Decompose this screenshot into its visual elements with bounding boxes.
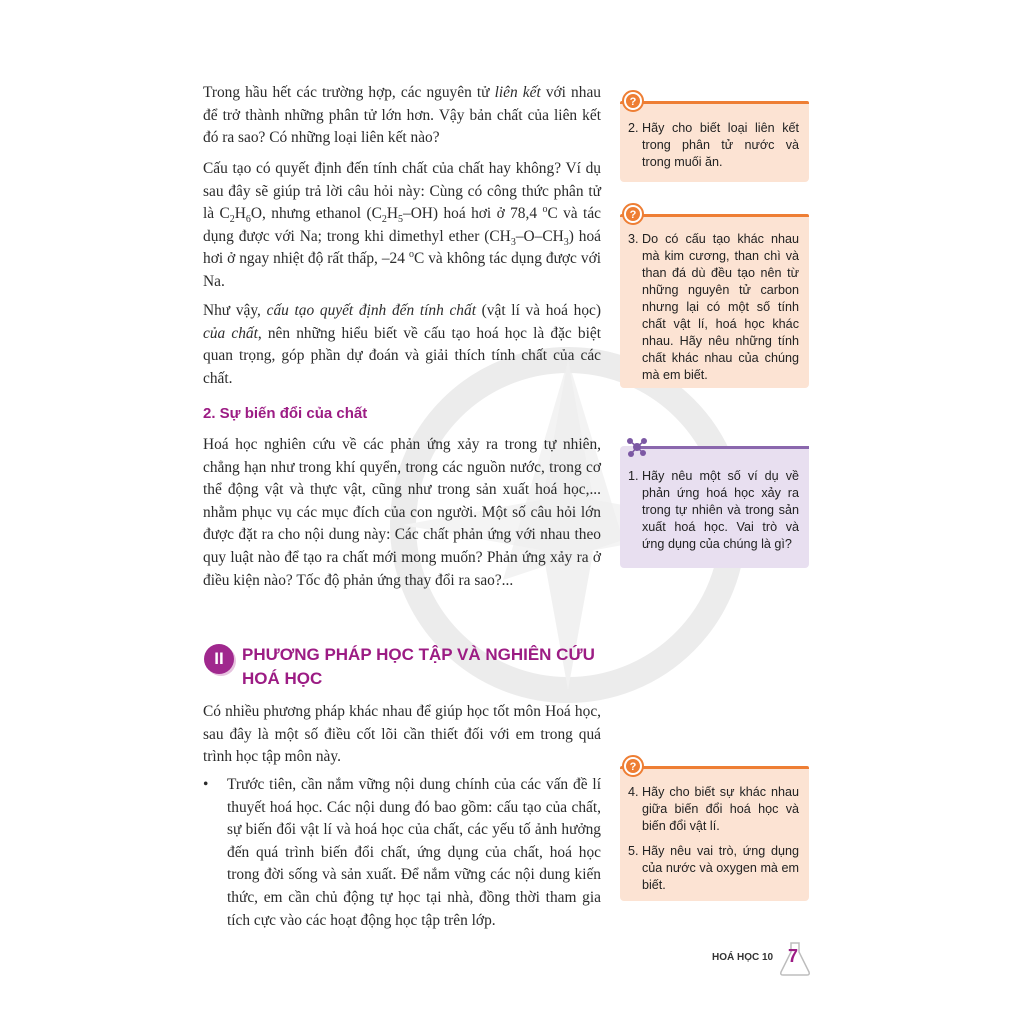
text-run: ) hoá hơi ở ngay nhiệt độ rất thấp, –24 [203, 227, 601, 268]
italic-text: liên kết [494, 84, 541, 101]
paragraph-structure-example [203, 158, 601, 294]
svg-text:?: ? [629, 96, 637, 108]
question-mark-icon [622, 755, 644, 777]
text-run: Hoá học nghiên cứu về các phản ứng xảy ra trong tự nhiên, chẳng hạn như trong khí quyển, trong các nguồn nước, trong cơ thể động vật và thực vật, cũng như trong sản xuất hoá học,... nhằm phục vụ các mục đích của con người. Một số câu hỏi lớn được đặt ra cho nội dung này: Các chất phản ứng với nhau theo quy luật nào để tạo ra chất mới mong muốn? Phản ứng xảy ra ở điều kiện nào? Tốc độ phản ứng thay đổi ra sao?... [203, 436, 601, 589]
paragraph-structure-conclusion [203, 300, 601, 390]
box-top-bar [634, 446, 809, 449]
activity-box-reactions [620, 446, 809, 568]
question-text: Do có cấu tạo khác nhau mà kim cương, than chì và than đá dù đều tạo nên từ những nguyên tử carbon nhưng lại có một số tính chất vật lí, hoá học khác nhau. Hãy nêu những tính chất khác nhau của chúng mà em biết. [642, 232, 799, 382]
question-text: Hãy nêu một số ví dụ về phản ứng hoá học xảy ra trong tự nhiên và trong sản xuất hoá học. Vai trò và ứng dụng của chúng là gì? [642, 469, 799, 551]
question-number: 5. [628, 844, 639, 858]
text-run: H [234, 205, 246, 223]
section-number-badge: II [204, 644, 234, 674]
text-run: Có nhiều phương pháp khác nhau để giúp học tốt môn Hoá học, sau đây là một số điều cốt lõi cần thiết đối với em trong quá trình học tập môn này. [203, 703, 601, 766]
section-heading-line-1: PHƯƠNG PHÁP HỌC TẬP VÀ NGHIÊN CỨU [242, 645, 595, 664]
paragraph-methods-intro [203, 701, 601, 769]
question-item [628, 784, 799, 835]
subscript: 3 [563, 236, 569, 248]
section-heading-line-2: HOÁ HỌC [242, 669, 323, 688]
text-run: Trong hầu hết các trường hợp, các nguyên tử [203, 84, 495, 101]
question-list [628, 231, 799, 384]
bullet-marker: • [203, 776, 209, 793]
text-run: O, nhưng ethanol (C [250, 205, 382, 223]
text-run: –O–CH [515, 227, 564, 245]
question-number: 3. [628, 232, 639, 246]
section-heading-text [242, 643, 595, 691]
question-item [628, 468, 799, 553]
text-run: H [386, 205, 398, 223]
bullet-item [203, 774, 601, 932]
question-text: Hãy nêu vai trò, ứng dụng của nước và oxygen mà em biết. [642, 844, 799, 892]
text-run: Cấu tạo có quyết định đến tính chất của chất hay không? Ví dụ sau đây sẽ giúp trả lời câu hỏi này: Cùng có công thức phân tử là C [203, 160, 601, 223]
text-run: C và không tác dụng được với Na. [203, 250, 601, 290]
text-run: (vật lí và hoá học) [475, 302, 601, 319]
text-run: , nên những hiểu biết về cấu tạo hoá học là đặc biệt quan trọng, góp phần dự đoán và giải thích tính chất của các chất. [203, 324, 601, 387]
page-footer [708, 940, 808, 976]
question-list [628, 784, 799, 894]
question-list [628, 468, 799, 553]
text-run: Như vậy, [203, 302, 267, 319]
paragraph-chemical-bonds [203, 82, 601, 150]
question-item [628, 120, 799, 171]
box-top-bar [620, 101, 809, 104]
question-box-carbon [620, 209, 809, 388]
question-number: 4. [628, 785, 639, 799]
question-item [628, 843, 799, 894]
question-item [628, 231, 799, 384]
subscript: 3 [510, 236, 516, 248]
text-run: C và tác dụng được với Na; trong khi dimethyl ether (CH [203, 205, 601, 245]
box-top-bar [620, 766, 809, 769]
box-top-bar [620, 214, 809, 217]
svg-text:?: ? [629, 761, 637, 773]
question-list [628, 120, 799, 171]
italic-text: cấu tạo quyết định đến tính chất [266, 302, 476, 319]
text-run: –OH) hoá hơi ở 78,4 [403, 205, 543, 223]
bullet-list [203, 774, 601, 932]
italic-text: của chất [203, 324, 258, 342]
text-run: với nhau để trở thành những phân tử lớn hơn. Vậy bản chất của liên kết đó ra sao? Có những loại liên kết nào? [203, 84, 601, 147]
svg-text:?: ? [629, 209, 637, 221]
question-number: 1. [628, 469, 639, 483]
superscript: o [408, 249, 414, 261]
bullet-text: Trước tiên, cần nắm vững nội dung chính của các vấn đề lí thuyết hoá học. Các nội dung đó bao gồm: cấu tạo của chất, sự biến đổi vật lí và hoá học của chất, các yếu tố ảnh hưởng đến quá trình biến đổi chất, ứng dụng của chất, hoá học trong đời sống và sản xuất. Để nắm vững các nội dung kiến thức, em cần chủ động tự học tại nhà, đồng thời tham gia tích cực vào các hoạt động học tập trên lớp. [227, 776, 601, 929]
section-heading-methods [204, 643, 595, 691]
subscript: 5 [398, 214, 403, 226]
section-heading-transformation: 2. Sự biến đổi của chất [203, 405, 368, 422]
question-text: Hãy cho biết sự khác nhau giữa biến đổi hoá học và biến đổi vật lí. [642, 785, 799, 833]
question-box-changes [620, 761, 809, 901]
question-number: 2. [628, 121, 639, 135]
subscript: 6 [245, 214, 251, 226]
superscript: o [542, 204, 548, 216]
question-mark-icon [622, 203, 644, 225]
footer-book-title: HOÁ HỌC 10 [712, 952, 774, 963]
molecule-icon [626, 436, 648, 458]
page-number: 7 [788, 946, 799, 966]
subscript: 2 [229, 214, 235, 226]
paragraph-reactions [203, 434, 601, 592]
question-text: Hãy cho biết loại liên kết trong phân tử nước và trong muối ăn. [642, 121, 799, 169]
question-mark-icon [622, 90, 644, 112]
question-box-bonds [620, 96, 809, 182]
subscript: 2 [381, 214, 387, 226]
